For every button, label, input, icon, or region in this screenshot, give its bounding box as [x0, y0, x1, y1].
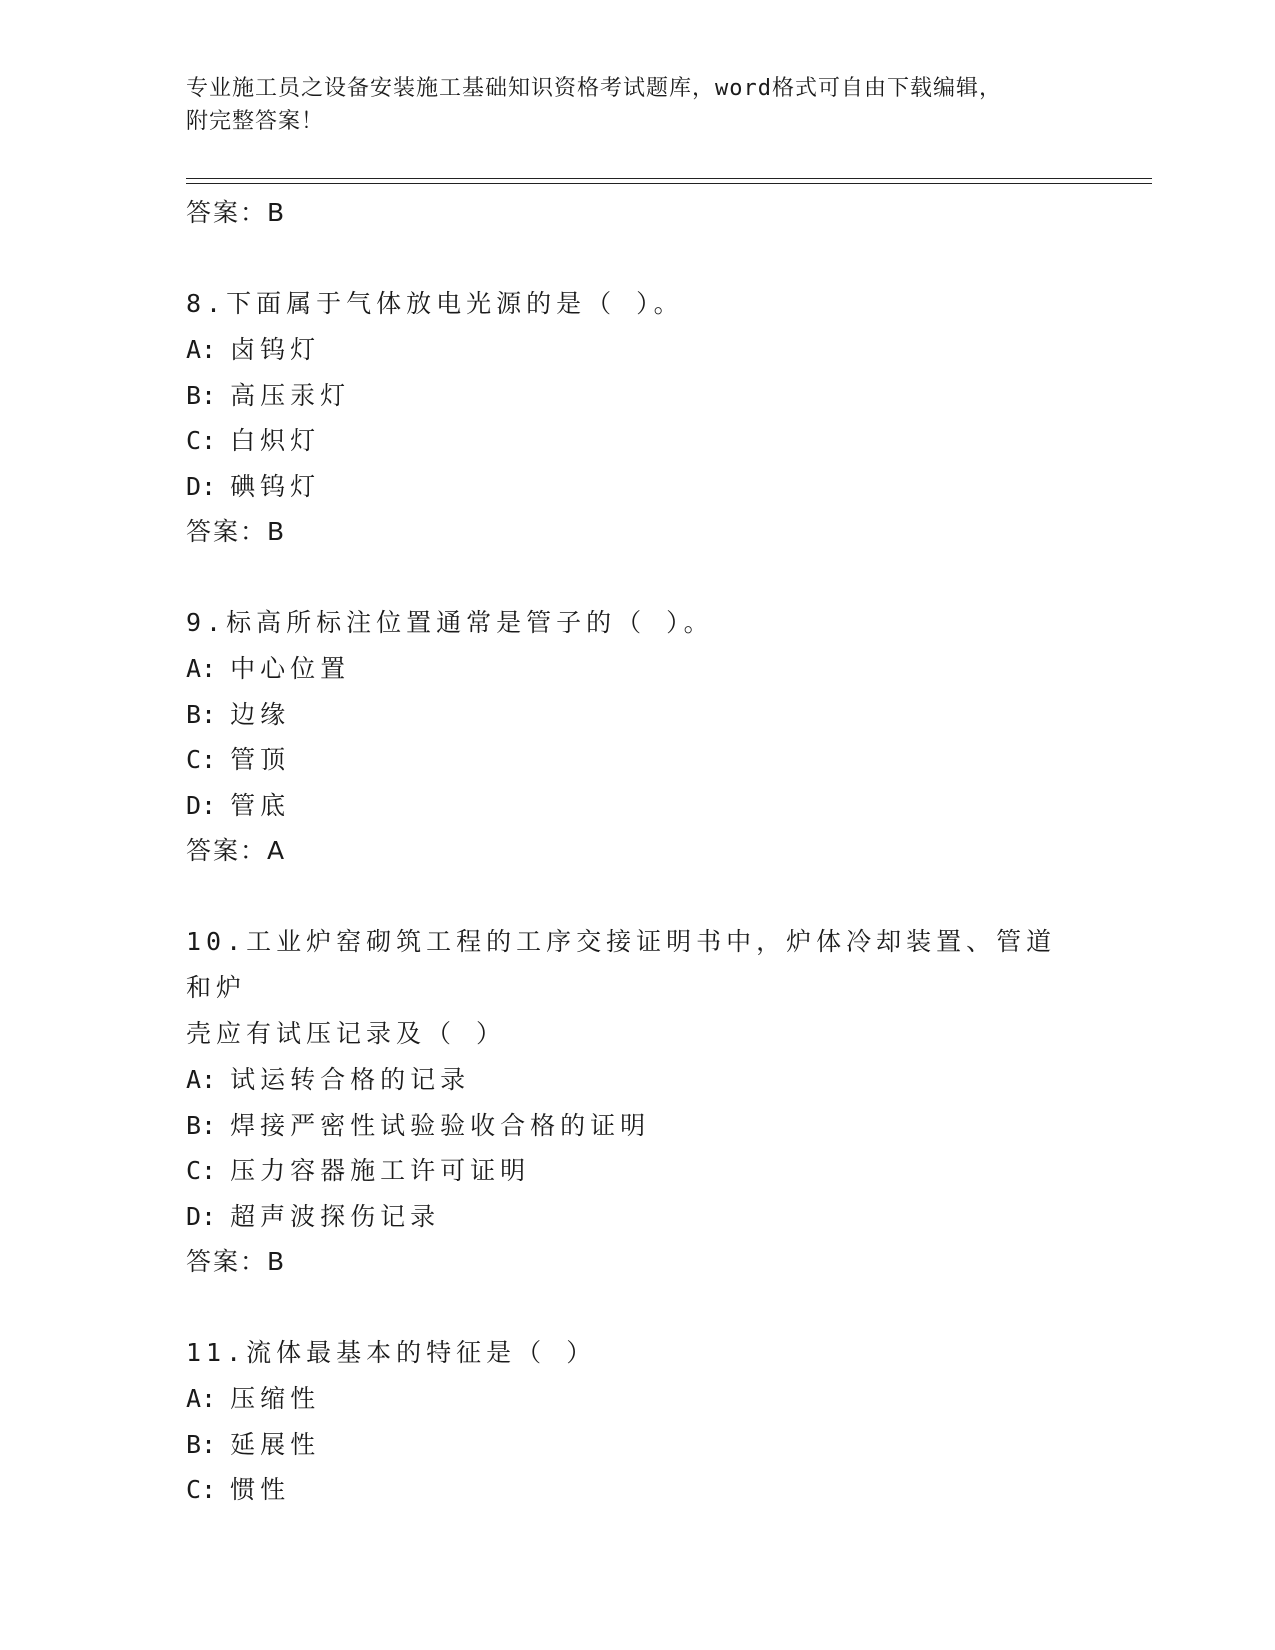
option-text: 中心位置: [230, 654, 351, 683]
option-text: 管底: [230, 790, 291, 820]
option-text: 延展性: [230, 1429, 321, 1459]
option-key: D:: [186, 790, 217, 820]
option-key: D:: [186, 471, 217, 501]
option-key: D:: [186, 1201, 217, 1231]
question-text: 标高所标注位置通常是管子的（ ）。: [226, 608, 714, 637]
option-key: B:: [186, 699, 217, 729]
option-key: B:: [186, 1429, 217, 1459]
option-b: [186, 692, 1086, 738]
answer-line: [186, 1239, 1086, 1285]
header-line-1: 专业施工员之设备安装施工基础知识资格考试题库，word格式可自由下载编辑，: [186, 76, 1002, 101]
question-list: [186, 190, 1086, 1513]
spacer: [186, 1285, 1086, 1330]
question-number: 8.: [186, 289, 227, 318]
option-c: [186, 1148, 1086, 1194]
option-c: [186, 737, 1086, 783]
answer-value: A: [267, 836, 287, 865]
header-divider-thick: [186, 178, 1152, 179]
answer-value: B: [267, 198, 287, 227]
question-number: 10.: [186, 927, 247, 956]
option-b: [186, 373, 1086, 419]
option-a: [186, 1376, 1086, 1422]
answer-line: [186, 190, 1086, 236]
option-a: [186, 646, 1086, 692]
option-text: 卤钨灯: [230, 335, 321, 364]
option-text: 白炽灯: [230, 426, 321, 455]
question-text: 工业炉窑砌筑工程的工序交接证明书中，炉体冷却装置、管道和炉: [186, 927, 1057, 1002]
option-key: B:: [186, 1110, 217, 1140]
question-number: 11.: [186, 1338, 247, 1367]
option-c: [186, 418, 1086, 464]
question-stem-line-2: 壳应有试压记录及（ ）: [186, 1019, 507, 1048]
option-key: A:: [186, 1065, 217, 1094]
option-key: C:: [186, 745, 217, 774]
option-a: [186, 1057, 1086, 1103]
answer-label: 答案：: [186, 1247, 268, 1276]
header-line-2: 附完整答案！: [186, 109, 325, 134]
option-d: [186, 1194, 1086, 1240]
page-header: [186, 72, 1086, 138]
spacer: [186, 874, 1086, 919]
option-key: B:: [186, 380, 217, 410]
option-text: 惯性: [230, 1475, 291, 1504]
option-text: 压力容器施工许可证明: [230, 1156, 531, 1185]
option-a: [186, 327, 1086, 373]
question-text: 下面属于气体放电光源的是（ ）。: [226, 289, 684, 318]
option-key: A:: [186, 335, 217, 364]
question-stem-line-1: [186, 919, 1086, 1011]
option-key: C:: [186, 426, 217, 455]
question-stem: [186, 919, 1086, 1057]
spacer: [186, 555, 1086, 600]
option-text: 试运转合格的记录: [230, 1065, 471, 1094]
option-text: 高压汞灯: [230, 380, 351, 410]
spacer: [186, 236, 1086, 281]
option-text: 边缘: [230, 699, 291, 729]
option-text: 管顶: [230, 745, 291, 774]
option-text: 超声波探伤记录: [230, 1201, 441, 1231]
option-text: 压缩性: [230, 1384, 321, 1413]
option-d: [186, 464, 1086, 510]
option-c: [186, 1467, 1086, 1513]
answer-label: 答案：: [186, 836, 268, 865]
answer-line: [186, 509, 1086, 555]
answer-line: [186, 828, 1086, 874]
option-key: C:: [186, 1475, 217, 1504]
answer-label: 答案：: [186, 517, 268, 546]
option-key: C:: [186, 1156, 217, 1185]
answer-label: 答案：: [186, 198, 268, 227]
option-key: A:: [186, 654, 217, 683]
option-text: 碘钨灯: [230, 471, 321, 501]
option-b: [186, 1422, 1086, 1468]
answer-value: B: [267, 1247, 287, 1276]
option-b: [186, 1103, 1086, 1149]
question-number: 9.: [186, 608, 227, 637]
answer-value: B: [267, 517, 287, 546]
question-text: 流体最基本的特征是（ ）: [246, 1338, 597, 1367]
option-d: [186, 783, 1086, 829]
question-stem: [186, 281, 1086, 327]
option-text: 焊接严密性试验验收合格的证明: [230, 1110, 651, 1140]
header-divider-thin: [186, 183, 1152, 184]
question-stem: [186, 600, 1086, 646]
question-stem: [186, 1330, 1086, 1376]
option-key: A:: [186, 1384, 217, 1413]
